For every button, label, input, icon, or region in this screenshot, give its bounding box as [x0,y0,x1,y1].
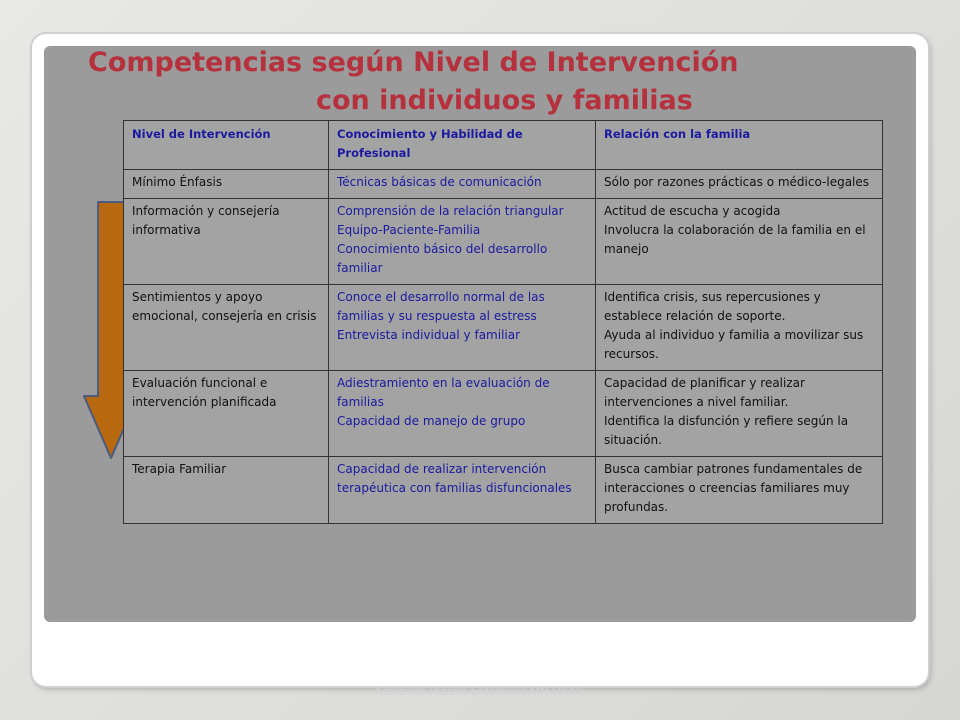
cell-line: Capacidad de realizar intervención terapéutica con familias disfuncionales [337,462,572,495]
cell-line: Actitud de escucha y acogida [604,204,781,218]
cell-line: Conoce el desarrollo normal de las familias y su respuesta al estress [337,290,545,323]
table-row [124,457,883,524]
slide-title [44,44,916,120]
cell-nivel: Mínimo Énfasis [124,170,329,199]
cell-relacion [596,371,883,457]
cell-line: Entrevista individual y familiar [337,328,521,342]
cell-conocimiento [329,199,596,285]
cell-conocimiento [329,285,596,371]
cell-nivel: Sentimientos y apoyo emocional, consejería en crisis [124,285,329,371]
cell-relacion [596,285,883,371]
title-line-2: con individuos y familias [316,85,693,116]
cell-conocimiento [329,170,596,199]
competencias-table [123,120,883,524]
header-nivel: Nivel de Intervención [124,121,329,170]
cell-nivel: Terapia Familiar [124,457,329,524]
cell-line: Sólo por razones prácticas o médico-legales [604,175,870,189]
cell-line: Capacidad de planificar y realizar intervenciones a nivel familiar. [604,376,805,409]
cell-line: Busca cambiar patrones fundamentales de interacciones o creencias familiares muy profundas. [604,462,863,514]
cell-line: Adiestramiento en la evaluación de familias [337,376,550,409]
cell-nivel: Evaluación funcional e intervención planificada [124,371,329,457]
cell-nivel: Información y consejería informativa [124,199,329,285]
header-conocimiento: Conocimiento y Habilidad de Profesional [329,121,596,170]
table-row [124,371,883,457]
cell-line: Técnicas básicas de comunicación [337,175,542,189]
cell-line: Identifica la disfunción y refiere según la situación. [604,414,849,447]
header-relacion: Relación con la familia [596,121,883,170]
cell-relacion [596,457,883,524]
cell-relacion [596,199,883,285]
cell-line: Ayuda al individuo y familia a movilizar sus recursos. [604,328,864,361]
cell-line: Comprensión de la relación triangular Equipo-Paciente-Familia [337,204,564,237]
cell-conocimiento [329,457,596,524]
cell-relacion [596,170,883,199]
table-row [124,285,883,371]
cell-line: Capacidad de manejo de grupo [337,414,526,428]
title-line-1: Competencias según Nivel de Intervención [88,47,739,78]
cell-line: Involucra la colaboración de la familia en el manejo [604,223,866,256]
cell-line: Conocimiento básico del desarrollo familiar [337,242,548,275]
cell-conocimiento [329,371,596,457]
table-row [124,199,883,285]
table-header-row [124,121,883,170]
footer-credit: Adalberto Pizarro Enfermero MN 50305 [374,684,586,698]
cell-line: Identifica crisis, sus repercusiones y establece relación de soporte. [604,290,821,323]
table-row [124,170,883,199]
